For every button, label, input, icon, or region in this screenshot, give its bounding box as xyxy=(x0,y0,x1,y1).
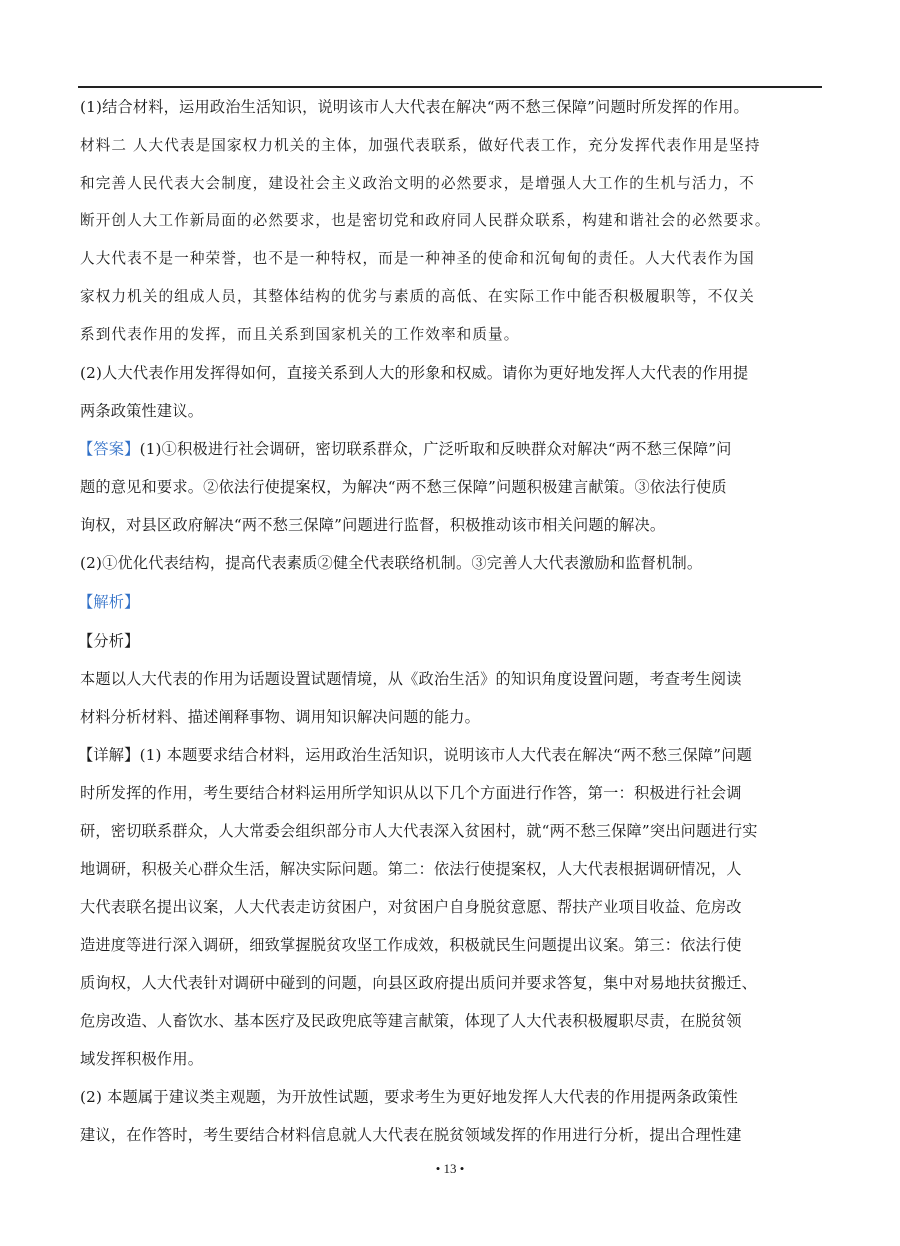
fenxi-line: 本题以人大代表的作用为话题设置试题情境，从《政治生活》的知识角度设置问题，考查考生阅读 xyxy=(80,670,742,688)
detail-line: 造进度等进行深入调研，细致掌握脱贫攻坚工作成效，积极就民生问题提出议案。第三：依法行使 xyxy=(80,936,742,954)
page-number: • 13 • xyxy=(435,1161,465,1176)
answer-line: 询权，对县区政府解决“两不愁三保障”问题进行监督，积极推动该市相关问题的解决。 xyxy=(80,516,666,534)
material-2-line: 和完善人民代表大会制度，建设社会主义政治文明的必然要求，是增强人大工作的生机与活力，不 xyxy=(80,175,755,192)
analysis-tag: 【解析】 xyxy=(78,593,140,611)
fenxi-line: 材料分析材料、描述阐释事物、调用知识解决问题的能力。 xyxy=(80,708,481,726)
material-2-line: 人大代表不是一种荣誉，也不是一种特权，而是一种神圣的使命和沉甸甸的责任。人大代表作为国 xyxy=(80,250,755,267)
material-2-line: 断开创人大工作新局面的必然要求，也是密切党和政府同人民群众联系，构建和谐社会的必然要求。 xyxy=(80,212,771,229)
answer-line xyxy=(78,439,732,459)
question-1: (1)结合材料，运用政治生活知识，说明该市人大代表在解决“两不愁三保障”问题时所发挥的作用。 xyxy=(80,98,749,116)
detail-line xyxy=(78,745,752,765)
detail-text: (1) 本题要求结合材料，运用政治生活知识，说明该市人大代表在解决“两不愁三保障”问题 xyxy=(139,746,752,764)
detail-line: 时所发挥的作用，考生要结合材料运用所学知识从以下几个方面进行作答，第一：积极进行社会调 xyxy=(80,784,742,802)
answer-line: (2)①优化代表结构，提高代表素质②健全代表联络机制。③完善人大代表激励和监督机制。 xyxy=(80,554,703,572)
answer-text: (1)①积极进行社会调研，密切联系群众，广泛听取和反映群众对解决“两不愁三保障”问 xyxy=(139,440,732,458)
detail-line: 研，密切联系群众，人大常委会组织部分市人大代表深入贫困村，就“两不愁三保障”突出问题进行实 xyxy=(80,822,758,840)
detail-line: 质询权，人大代表针对调研中碰到的问题，向县区政府提出质问并要求答复，集中对易地扶贫搬迁、 xyxy=(80,974,758,992)
answer-tag: 【答案】 xyxy=(78,440,140,458)
question-2-line: 两条政策性建议。 xyxy=(80,402,204,420)
header-rule xyxy=(78,86,822,88)
answer-line: 题的意见和要求。②依法行使提案权，为解决“两不愁三保障”问题积极建言献策。③依法行使质 xyxy=(80,478,727,496)
detail-line: 建议，在作答时，考生要结合材料信息就人大代表在脱贫领域发挥的作用进行分析，提出合理性建 xyxy=(80,1126,742,1144)
detail-line: 危房改造、人畜饮水、基本医疗及民政兜底等建言献策，体现了人大代表积极履职尽责，在脱贫领 xyxy=(80,1012,742,1030)
detail-line: 大代表联名提出议案，人大代表走访贫困户，对贫困户自身脱贫意愿、帮扶产业项目收益、危房改 xyxy=(80,898,742,916)
fenxi-heading: 【分析】 xyxy=(78,632,140,650)
question-2-line: (2)人大代表作用发挥得如何，直接关系到人大的形象和权威。请你为更好地发挥人大代表的作用提 xyxy=(80,364,749,382)
material-2-line: 系到代表作用的发挥，而且关系到国家机关的工作效率和质量。 xyxy=(80,326,520,343)
material-2-line: 家权力机关的组成人员，其整体结构的优劣与素质的高低、在实际工作中能否积极履职等，不仅关 xyxy=(80,288,755,305)
material-2-line: 材料二 人大代表是国家权力机关的主体，加强代表联系，做好代表工作，充分发挥代表作用是坚持 xyxy=(80,137,761,154)
detail-line: 域发挥积极作用。 xyxy=(80,1050,204,1068)
detail-line: (2) 本题属于建议类主观题，为开放性试题，要求考生为更好地发挥人大代表的作用提两条政策性 xyxy=(80,1088,739,1106)
detail-tag: 【详解】 xyxy=(78,746,140,764)
detail-line: 地调研，积极关心群众生活，解决实际问题。第二：依法行使提案权，人大代表根据调研情况，人 xyxy=(80,860,742,878)
